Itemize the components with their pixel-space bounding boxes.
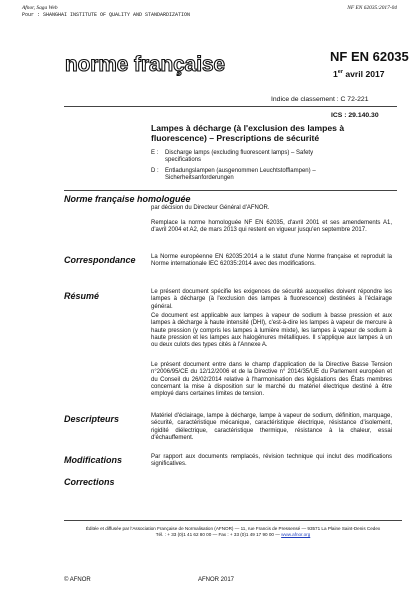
- ics-code: ICS : 29.140.30: [331, 112, 379, 119]
- resume-paragraph-1: Le présent document spécifie les exigences de sécurité auxquelles doivent répondre les lampes à décharge (à l'exclusion des lampes à fluorescence) destinées à l'éclairage général.: [151, 289, 392, 310]
- modifications-text: Par rapport aux documents remplacés, révision technique qui inclut des modifications significatives.: [151, 454, 392, 468]
- descripteurs-text: Matériel d'éclairage, lampe à décharge, lampe à vapeur de sodium, définition, marquage, sécurité, caractéristique mécanique, caractéristique électrique, résistance d'isolement, rigidité diélectrique, caractéristique thermique, résistance à la chaleur, essai d'échauffement.: [151, 413, 392, 441]
- classification-index: Indice de classement : C 72-221: [271, 96, 369, 103]
- correspondance-heading: Correspondance: [64, 255, 136, 265]
- german-text: Entladungslampen (ausgenommen Leuchtstofflampen) – Sicherheitsanforderungen: [165, 168, 316, 182]
- english-text: Discharge lamps (excluding fluorescent lamps) – Safety specifications: [165, 150, 314, 164]
- english-title: [151, 150, 325, 165]
- standard-number: NF EN 62035: [330, 49, 409, 64]
- english-code: E :: [151, 150, 159, 156]
- publisher-address: [64, 526, 402, 538]
- modifications-heading: Modifications: [64, 455, 122, 465]
- german-code: D :: [151, 168, 159, 174]
- document-title: Lampes à décharge (à l'exclusion des lampes à fluorescence) – Prescriptions de sécurité: [151, 123, 345, 144]
- correspondance-text: La Norme européenne EN 62035:2014 a le statut d'une Norme française et reproduit la Norme internationale IEC 62035:2014 avec des modifications.: [151, 254, 392, 268]
- publication-date: 1er avril 2017: [333, 69, 385, 79]
- licensee-line: [22, 12, 190, 19]
- publisher-line: Afnor, Saga Web: [22, 5, 58, 11]
- resume-paragraph-2: Ce document est applicable aux lampes à vapeur de sodium à basse pression et aux lampes à décharge à haute intensité (DHI), c'est-à-dire les lampes à vapeur de mercure à haute pression (y compris les lampes à lumière mixte), les lampes à vapeur de sodium à haute pression et les lampes aux halogénures métalliques. Il s'applique aux lampes à un ou deux culots des types cités à l'Annexe A.: [151, 313, 392, 349]
- descripteurs-heading: Descripteurs: [64, 414, 120, 424]
- homologation-decision: par décision du Directeur Général d'AFNOR.: [151, 205, 270, 211]
- divider-middle: [64, 190, 397, 191]
- corrections-heading: Corrections: [64, 477, 115, 487]
- copyright-notice: © AFNOR: [64, 577, 91, 583]
- resume-heading: Résumé: [64, 291, 100, 301]
- german-title: [151, 168, 355, 183]
- svg-text:norme française: norme française: [65, 53, 225, 76]
- copyright-year: AFNOR 2017: [198, 577, 235, 583]
- divider-top: [64, 106, 397, 107]
- publisher-address-line: Éditée et diffusée par l'Association Française de Normalisation (AFNOR) — 11, rue Francis de Pressensé — 93571 La Plaine Saint-Denis Cedex: [85, 526, 381, 531]
- publisher-contact-line: Tél. : + 33 (0)1 41 62 80 00 — Fax : + 33 (0)1 49 17 90 00 — www.afnor.org: [155, 532, 311, 537]
- norme-francaise-logo: [64, 51, 228, 77]
- licensee-label: Pour :: [22, 11, 41, 18]
- replacement-text: Remplace la norme homologuée NF EN 62035, d'avril 2001 et ses amendements A1, d'avril 2004 et A2, de mars 2013 qui restent en vigueur jusqu'en septembre 2017.: [151, 220, 392, 234]
- homologation-heading: Norme française homologuée: [64, 194, 191, 204]
- resume-paragraph-3: Le présent document entre dans le champ d'application de la Directive Basse Tension n°2006/95/CE du 12/12/2006 et de la Directive n° 2014/35/UE du Parlement européen et du Conseil du 26/02/2014 relative à l'harmonisation des législations des États membres concernant la mise à disposition sur le marché du matériel électrique destiné à être employé dans certaines limites de tension.: [151, 362, 392, 398]
- website-link[interactable]: www.afnor.org: [281, 532, 311, 537]
- licensee-name: SHANGHAI INSTITUTE OF QUALITY AND STANDARDIZATION: [43, 11, 191, 18]
- divider-footer: [64, 520, 402, 521]
- document-header: [22, 5, 190, 18]
- document-reference: NF EN 62035:2017-04: [347, 5, 397, 11]
